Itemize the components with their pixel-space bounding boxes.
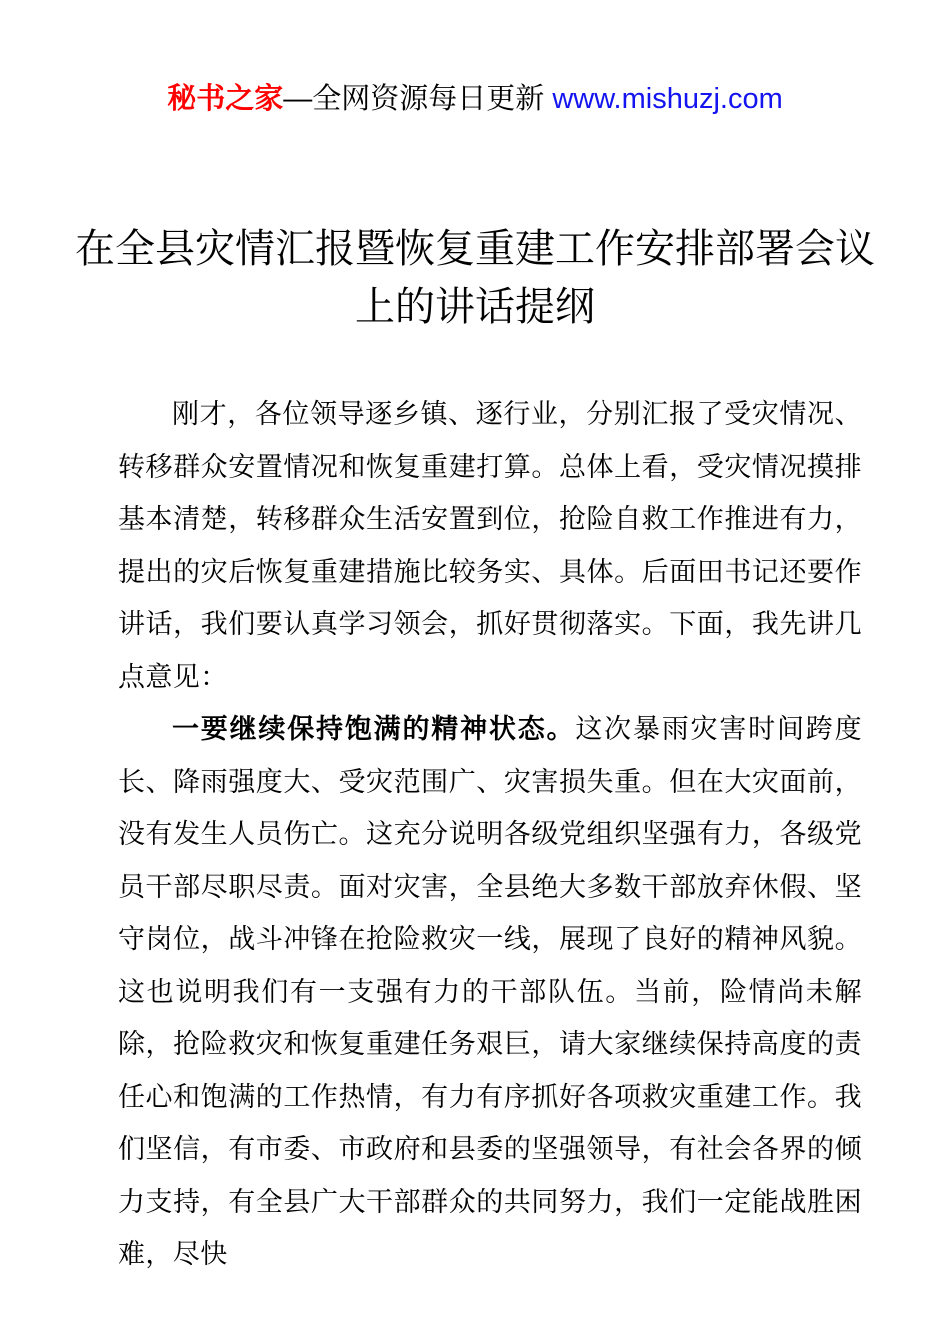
paragraph-2-text: 这次暴雨灾害时间跨度长、降雨强度大、受灾范围广、灾害损失重。但在大灾面前，没有发生人员伤亡。这充分说明各级党组织坚强有力，各级党员干部尽职尽责。面对灾害，全县绝大多数干部放弃休假、坚守岗位，战斗冲锋在抢险救灾一线，展现了良好的精神风貌。这也说明我们有一支强有力的干部队伍。当前，险情尚未解除，抢险救灾和恢复重建任务艰巨，请大家继续保持高度的责任心和饱满的工作热情，有力有序抓好各项救灾重建工作。我们坚信，有市委、市政府和县委的坚强领导，有社会各界的倾力支持，有全县广大干部群众的共同努力，我们一定能战胜困难，尽快 <box>118 714 863 1269</box>
site-url-link: www.mishuzj.com <box>552 83 783 115</box>
body-paragraph-1: 刚才，各位领导逐乡镇、逐行业，分别汇报了受灾情况、转移群众安置情况和恢复重建打算。总体上看，受灾情况摸排基本清楚，转移群众生活安置到位，抢险自救工作推进有力，提出的灾后恢复重建措施比较务实、具体。后面田书记还要作讲话，我们要认真学习领会，抓好贯彻落实。下面，我先讲几点意见： <box>118 399 862 692</box>
site-name: 秘书之家 <box>167 83 284 115</box>
document-title-line2: 上的讲话提纲 <box>355 285 595 329</box>
document-title-line1: 在全县灾情汇报暨恢复重建工作安排部署会议 <box>75 227 875 271</box>
header-dash: — <box>283 83 313 115</box>
site-header <box>0 0 950 116</box>
body-paragraph-2 <box>118 703 862 1281</box>
document-body <box>118 388 862 1281</box>
site-tagline: 全网资源每日更新 <box>312 83 553 115</box>
paragraph-2-lead-sentence: 一要继续保持饱满的精神状态。 <box>172 714 576 744</box>
document-title <box>0 220 950 336</box>
